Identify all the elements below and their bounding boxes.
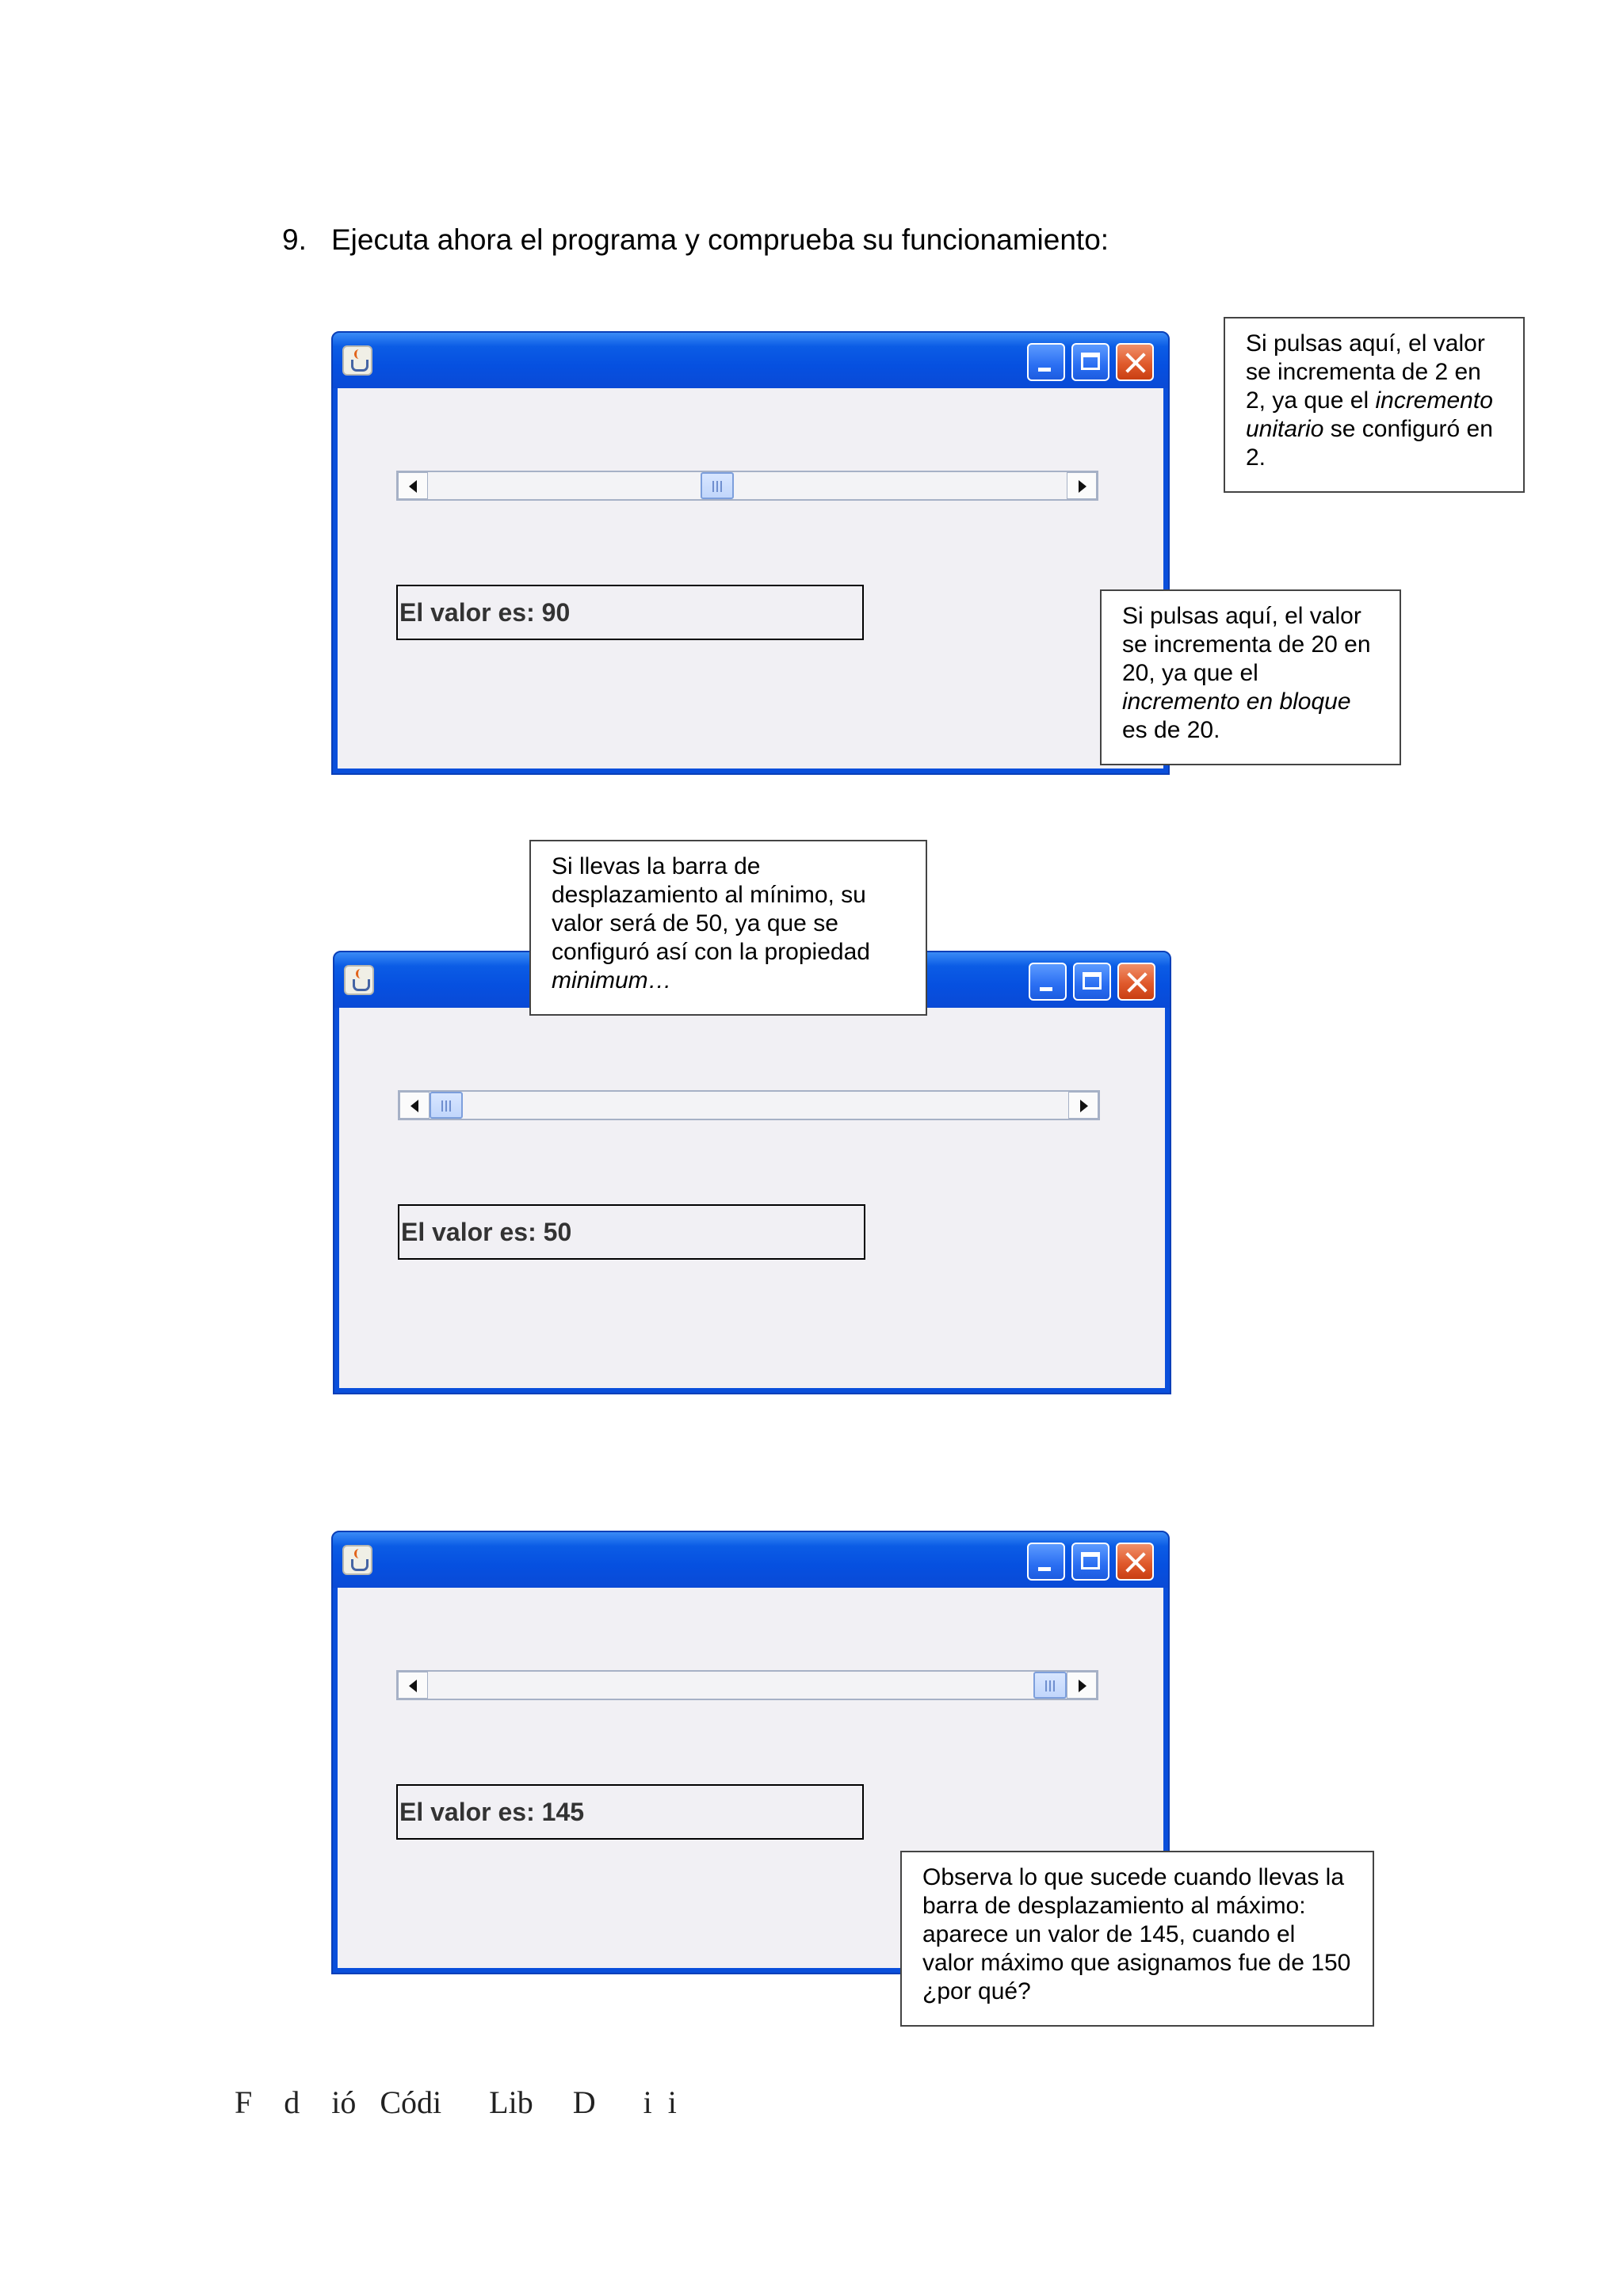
footer-text: F d ió Códi Lib D i i [235,2084,677,2120]
scroll-left-arrow-icon[interactable] [399,1092,430,1119]
step-heading [282,223,1109,257]
scroll-thumb[interactable] [1033,1672,1067,1699]
minimize-button[interactable] [1029,963,1067,1001]
maximize-button[interactable] [1071,343,1109,381]
java-icon [344,965,374,995]
window-content [339,1008,1165,1388]
step-number: 9. [282,223,307,256]
callout-minimum: Si llevas la barra de desplazamiento al mínimo, su valor será de 50, ya que se configuró así con la propiedad minimum… [529,840,927,1016]
maximize-button[interactable] [1073,963,1111,1001]
close-button[interactable] [1116,1543,1154,1581]
value-label: El valor es: 145 [396,1784,864,1840]
title-bar [333,333,1168,388]
close-button[interactable] [1116,343,1154,381]
minimize-button[interactable] [1027,343,1065,381]
close-button[interactable] [1117,963,1155,1001]
java-icon [342,345,372,376]
window-content [338,388,1163,769]
callout-block-increment: Si pulsas aquí, el valor se incrementa de 20 en 20, ya que el incremento en bloque es de 20. [1100,589,1401,765]
java-icon [342,1545,372,1575]
callout-maximum: Observa lo que sucede cuando llevas la barra de desplazamiento al máximo: aparece un valor de 145, cuando el valor máximo que asignamos fue de 150 ¿por qué? [900,1851,1374,2027]
scroll-right-arrow-icon[interactable] [1067,472,1097,499]
minimize-button[interactable] [1027,1543,1065,1581]
app-window-1 [331,331,1170,775]
scrollbar[interactable] [396,471,1098,501]
scroll-left-arrow-icon[interactable] [398,1672,428,1699]
title-bar [333,1532,1168,1588]
scroll-thumb[interactable] [430,1092,463,1119]
scroll-left-arrow-icon[interactable] [398,472,428,499]
step-text: Ejecuta ahora el programa y comprueba su funcionamiento: [331,223,1109,256]
scroll-right-arrow-icon[interactable] [1068,1092,1098,1119]
scrollbar[interactable] [398,1090,1100,1120]
value-label: El valor es: 90 [396,585,864,640]
value-label: El valor es: 50 [398,1204,865,1260]
callout-unit-increment: Si pulsas aquí, el valor se incrementa de 2 en 2, ya que el incremento unitario se configuró en 2. [1224,317,1525,493]
maximize-button[interactable] [1071,1543,1109,1581]
app-window-2 [333,951,1171,1394]
scroll-right-arrow-icon[interactable] [1067,1672,1097,1699]
scrollbar[interactable] [396,1670,1098,1700]
scroll-thumb[interactable] [701,472,734,499]
